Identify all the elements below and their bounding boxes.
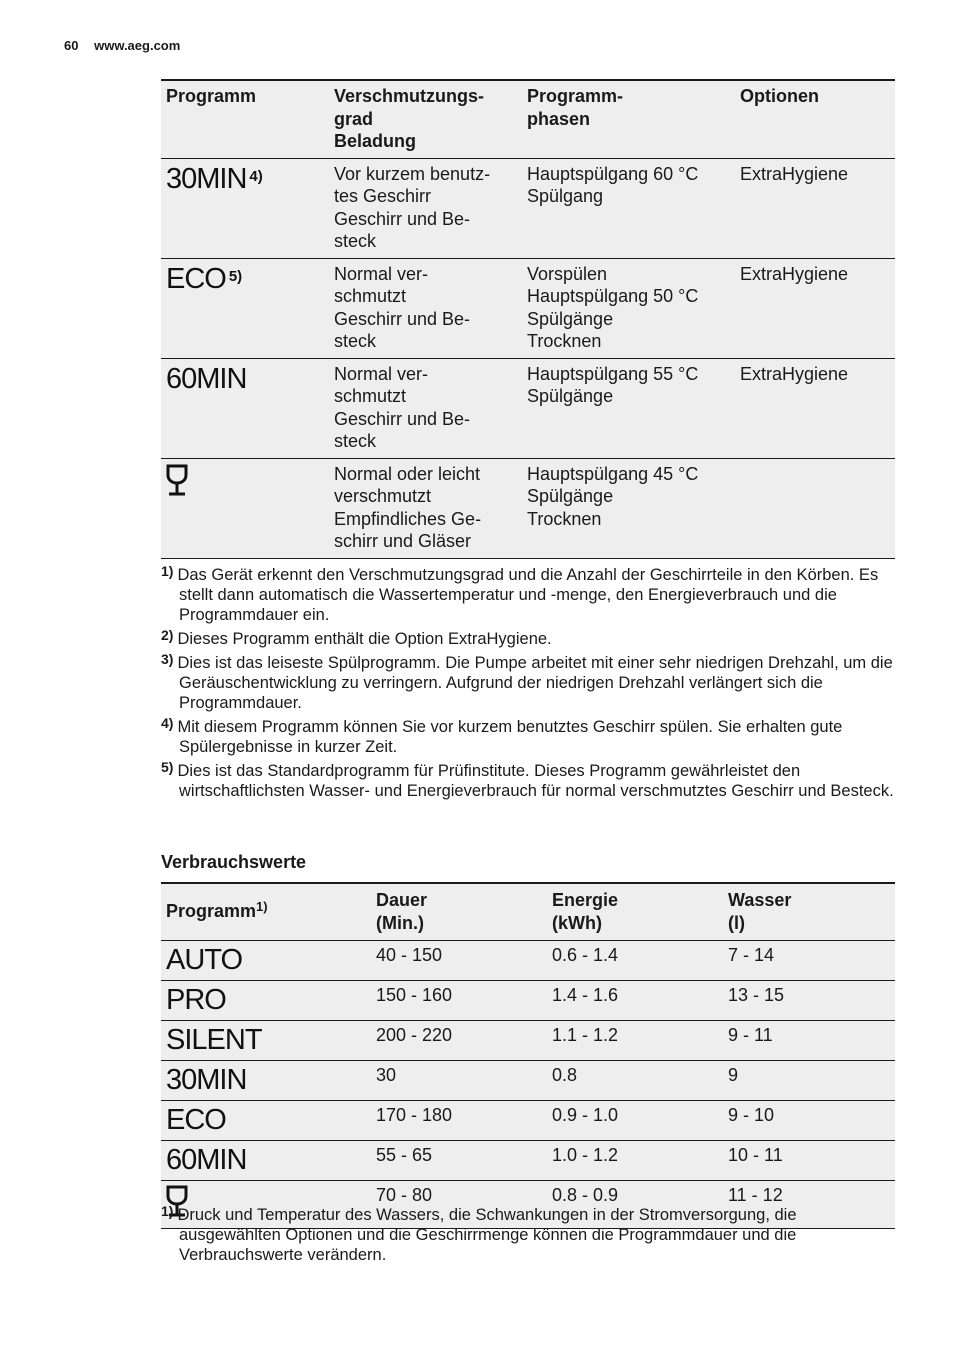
water-cell: 7 - 14 (723, 941, 895, 981)
footnote (161, 653, 901, 713)
duration-cell: 70 - 80 (371, 1181, 547, 1229)
page-header (64, 38, 180, 53)
website-link[interactable]: www.aeg.com (94, 38, 181, 53)
footnote (161, 717, 901, 757)
table-row (161, 458, 895, 558)
footnote-text: Druck und Temperatur des Wassers, die Schwankungen in der Stromversorgung, die ausgewählten Optionen und die Geschirrmenge können die Programmdauer und die Verbrauchswerte verändern. (177, 1206, 797, 1264)
consumption-table (161, 882, 895, 1229)
options-cell: ExtraHygiene (735, 158, 895, 258)
header-duration: Dauer (Min.) (371, 883, 547, 941)
duration-cell: 30 (371, 1061, 547, 1101)
section-title: Verbrauchswerte (161, 852, 307, 872)
water-cell: 9 - 11 (723, 1021, 895, 1061)
program-name-cell (161, 358, 329, 458)
soil-cell: Vor kurzem benutz- tes Geschirr Geschirr und Be- steck (329, 158, 522, 258)
footnote-ref: 1) (256, 899, 268, 915)
energy-cell: 1.0 - 1.2 (547, 1141, 723, 1181)
program-name: AUTO (161, 941, 371, 981)
program-table (161, 79, 895, 559)
footnote-number: 3) (161, 651, 174, 667)
header-energy: Energie (kWh) (547, 883, 723, 941)
water-cell: 11 - 12 (723, 1181, 895, 1229)
water-cell: 13 - 15 (723, 981, 895, 1021)
program-table-header (161, 80, 895, 158)
phases-cell: Hauptspülgang 60 °C Spülgang (522, 158, 735, 258)
footnote-number: 1) (161, 563, 174, 579)
table-row (161, 1061, 895, 1101)
program-name: 60MIN (166, 362, 247, 395)
program-name: 30MIN (161, 1061, 371, 1101)
table-row (161, 1141, 895, 1181)
options-cell: ExtraHygiene (735, 258, 895, 358)
footnote-text: Dieses Programm enthält die Option ExtraHygiene. (177, 630, 552, 648)
program-name-cell (161, 258, 329, 358)
energy-cell: 0.8 (547, 1061, 723, 1101)
page-number: 60 (64, 38, 79, 53)
table-row (161, 1101, 895, 1141)
program-name: 60MIN (161, 1141, 371, 1181)
footnote (161, 1205, 901, 1265)
soil-cell: Normal ver- schmutzt Geschirr und Be- steck (329, 258, 522, 358)
program-name-cell (161, 458, 329, 558)
program-name-cell (161, 158, 329, 258)
options-cell: ExtraHygiene (735, 358, 895, 458)
duration-cell: 40 - 150 (371, 941, 547, 981)
footnote-ref: 5) (228, 267, 243, 285)
energy-cell: 0.8 - 0.9 (547, 1181, 723, 1229)
soil-cell: Normal oder leicht verschmutzt Empfindliches Ge- schirr und Gläser (329, 458, 522, 558)
footnote (161, 565, 901, 625)
energy-cell: 1.1 - 1.2 (547, 1021, 723, 1061)
table-row (161, 941, 895, 981)
duration-cell: 55 - 65 (371, 1141, 547, 1181)
energy-cell: 0.6 - 1.4 (547, 941, 723, 981)
header-options: Optionen (735, 80, 895, 158)
footnote (161, 761, 901, 801)
footnote-ref: 4) (249, 167, 263, 185)
phases-cell: Hauptspülgang 45 °C Spülgänge Trocknen (522, 458, 735, 558)
table-row (161, 258, 895, 358)
table-row (161, 1021, 895, 1061)
footnote-number: 4) (161, 715, 174, 731)
header-phases: Programm- phasen (522, 80, 735, 158)
wine-glass-icon (166, 463, 188, 497)
soil-cell: Normal ver- schmutzt Geschirr und Be- steck (329, 358, 522, 458)
program-name: ECO (166, 262, 226, 295)
table-row (161, 981, 895, 1021)
program-name: 30MIN (166, 162, 247, 195)
program-name: PRO (161, 981, 371, 1021)
footnotes-program-table (161, 565, 901, 805)
footnotes-consumption-table (161, 1205, 901, 1269)
header-water: Wasser (l) (723, 883, 895, 941)
footnote-number: 2) (161, 627, 174, 643)
program-name: SILENT (161, 1021, 371, 1061)
consumption-table-header (161, 883, 895, 941)
duration-cell: 170 - 180 (371, 1101, 547, 1141)
energy-cell: 0.9 - 1.0 (547, 1101, 723, 1141)
phases-cell: Hauptspülgang 55 °C Spülgänge (522, 358, 735, 458)
program-name: ECO (161, 1101, 371, 1141)
header-program: Programm (161, 80, 329, 158)
water-cell: 10 - 11 (723, 1141, 895, 1181)
table-row (161, 158, 895, 258)
energy-cell: 1.4 - 1.6 (547, 981, 723, 1021)
table-row (161, 358, 895, 458)
duration-cell: 150 - 160 (371, 981, 547, 1021)
footnote (161, 629, 901, 649)
footnote-text: Dies ist das leiseste Spülprogramm. Die Pumpe arbeitet mit einer sehr niedrigen Drehzahl, um die Geräuschentwicklung zu verringern. Aufgrund der niedrigen Drehzahl verlängert sich die Programmdauer. (177, 654, 893, 712)
water-cell: 9 (723, 1061, 895, 1101)
header-program: Programm$^{1)}$ (161, 883, 371, 941)
header-soil: Verschmutzungs- grad Beladung (329, 80, 522, 158)
footnote-number: 5) (161, 759, 174, 775)
footnote-text: Dies ist das Standardprogramm für Prüfinstitute. Dieses Programm gewährleistet den wirtschaftlichsten Wasser- und Energieverbrauch für normal verschmutztes Geschirr und Besteck. (177, 762, 894, 800)
footnote-text: Mit diesem Programm können Sie vor kurzem benutztes Geschirr spülen. Sie erhalten gute Spülergebnisse in kurzer Zeit. (177, 718, 843, 756)
water-cell: 9 - 10 (723, 1101, 895, 1141)
footnote-number: 1) (161, 1203, 174, 1219)
duration-cell: 200 - 220 (371, 1021, 547, 1061)
options-cell (735, 458, 895, 558)
footnote-text: Das Gerät erkennt den Verschmutzungsgrad und die Anzahl der Geschirrteile in den Körben. Es stellt dann automatisch die Wassertemperatur und -menge, den Energieverbrauch und die Programmdauer ein. (177, 566, 879, 624)
phases-cell: Vorspülen Hauptspülgang 50 °C Spülgänge Trocknen (522, 258, 735, 358)
